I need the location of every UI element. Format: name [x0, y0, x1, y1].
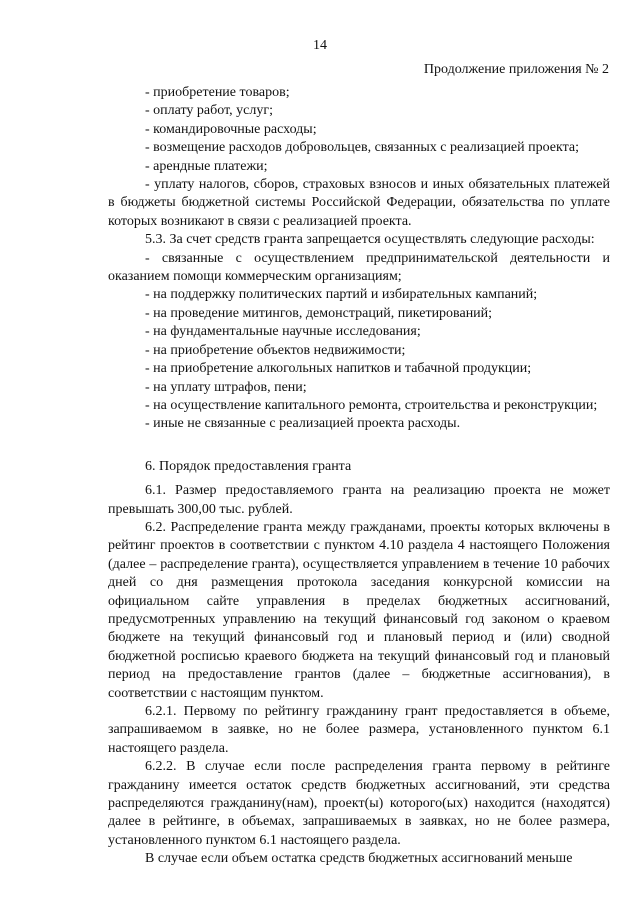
list-item: - на приобретение объектов недвижимости;: [145, 342, 406, 358]
list-item: - уплату налогов, сборов, страховых взносов и иных обязательных платежей в бюджеты бюджетной системы Российской Федерации, обязательства по уплате которых возникают в связи с реализацией проекта.: [108, 177, 610, 229]
list-item: - связанные с осуществлением предпринимательской деятельности и оказанием помощи коммерческим организациям;: [108, 250, 610, 285]
list-item: - на осуществление капитального ремонта, строительства и реконструкции;: [145, 397, 598, 413]
list-item: - на фундаментальные научные исследования;: [145, 324, 421, 340]
list-item: - оплату работ, услуг;: [145, 103, 273, 119]
list-item: - командировочные расходы;: [145, 121, 317, 137]
appendix-continuation-note: Продолжение приложения № 2: [423, 62, 609, 77]
list-item: - приобретение товаров;: [145, 85, 290, 100]
list-item: - на проведение митингов, демонстраций, пикетирований;: [145, 305, 493, 321]
list-item: - арендные платежи;: [145, 158, 268, 174]
clause-6-2-2: 6.2.2. В случае если после распределения гранта первому в рейтинге гражданину имеется остаток средств бюджетных ассигнований, эти средства распределяются гражданину(нам), проект(ы) которого(ых) находится (находятся) далее в рейтинге, в объемах, запрашиваемых в заявках, но не более размера, установленного пунктом 6.1 настоящего раздела.: [108, 759, 610, 848]
list-item: - на поддержку политических партий и избирательных кампаний;: [145, 287, 538, 303]
clause-6-2: 6.2. Распределение гранта между гражданами, проекты которых включены в рейтинг проектов в соответствии с пунктом 4.10 раздела 4 настоящего Положения (далее – распределение гранта), осуществляется управлением в течение 10 рабочих дней со дня размещения протокола заседания конкурсной комиссии на официальном сайте управления в пределах бюджетных ассигнований, предусмотренных управлению на текущий финансовый год законом о краевом бюджете на текущий финансовый год и плановый период и (или) сводной бюджетной росписью краевого бюджета на текущий финансовый год и плановый период на предоставление грантов (далее – бюджетные ассигнования), в соответствии с настоящим пунктом.: [108, 519, 610, 701]
list-item: - иные не связанные с реализацией проекта расходы.: [145, 416, 461, 432]
document-body: [108, 84, 610, 869]
clause-6-2-1: 6.2.1. Первому по рейтингу гражданину грант предоставляется в объеме, запрашиваемом в заявке, но не более размера, установленного пунктом 6.1 настоящего раздела.: [108, 704, 610, 756]
paragraph-continuation: В случае если объем остатка средств бюджетных ассигнований меньше: [145, 851, 573, 867]
clause-5-3: 5.3. За счет средств гранта запрещается осуществлять следующие расходы:: [145, 232, 595, 248]
list-item: - на уплату штрафов, пени;: [145, 379, 307, 395]
list-item: - на приобретение алкогольных напитков и табачной продукции;: [145, 361, 532, 377]
list-item: - возмещение расходов добровольцев, связанных с реализацией проекта;: [145, 140, 580, 156]
section-6-title: 6. Порядок предоставления гранта: [145, 458, 352, 474]
clause-6-1: 6.1. Размер предоставляемого гранта на реализацию проекта не может превышать 300,00 тыс. рублей.: [108, 483, 610, 517]
page-number: 14: [313, 38, 327, 53]
